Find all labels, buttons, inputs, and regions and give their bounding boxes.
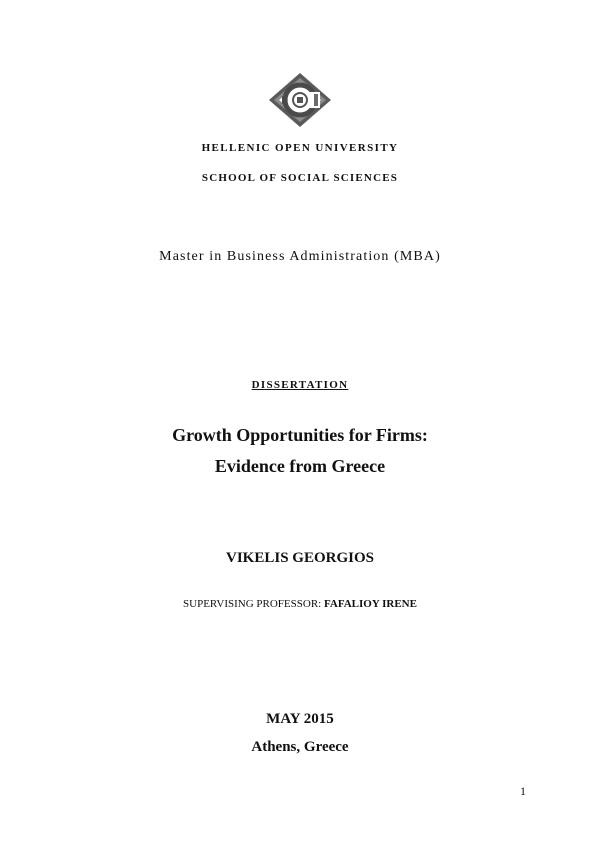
supervisor-line <box>0 598 600 610</box>
submission-date: MAY 2015 <box>266 711 334 727</box>
page-number: 1 <box>520 784 526 798</box>
university-name: HELLENIC OPEN UNIVERSITY <box>201 142 399 154</box>
document-type: DISSERTATION <box>251 379 349 391</box>
author-name: VIKELIS GEORGIOS <box>226 550 374 566</box>
program-name: Master in Business Administration (MBA) <box>159 249 441 264</box>
supervisor-name: FAFALIOY IRENE <box>323 598 417 610</box>
university-logo-icon <box>268 72 332 128</box>
supervisor-label: SUPERVISING PROFESSOR: <box>183 598 324 610</box>
school-name: SCHOOL OF SOCIAL SCIENCES <box>201 172 399 184</box>
title-line-2: Evidence from Greece <box>214 456 386 476</box>
submission-place: Athens, Greece <box>251 739 349 755</box>
title-line-1: Growth Opportunities for Firms: <box>172 425 428 445</box>
